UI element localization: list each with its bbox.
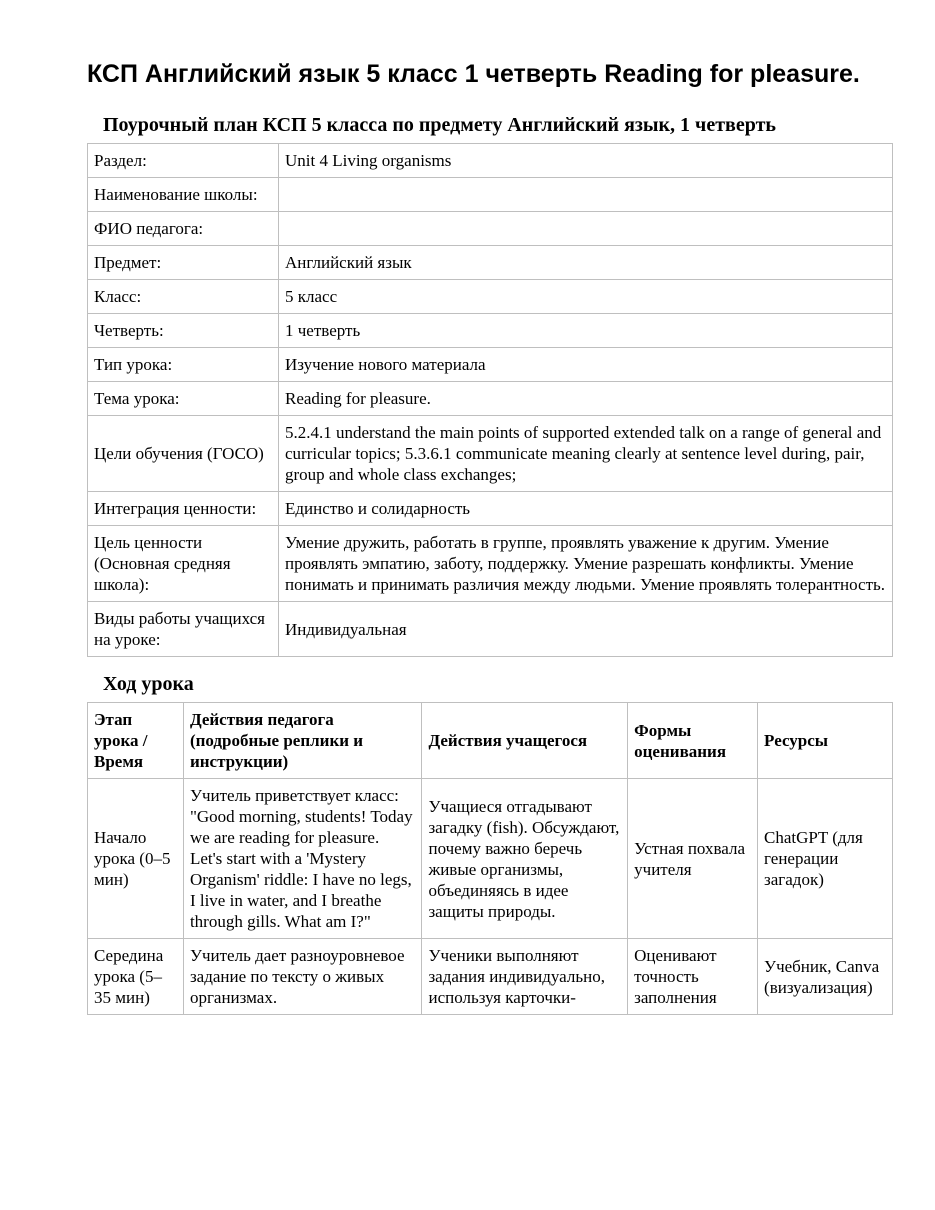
info-label: Цели обучения (ГОСО) <box>88 416 279 492</box>
plan-heading: Поурочный план КСП 5 класса по предмету Английский язык, 1 четверть <box>103 114 776 136</box>
progress-heading: Ход урока <box>103 673 194 695</box>
info-label: Предмет: <box>88 246 279 280</box>
info-value: Изучение нового материала <box>279 348 893 382</box>
lesson-resources: Учебник, Canva (визуализация) <box>758 939 893 1015</box>
header-teacher-actions: Действия педагога (подробные реплики и инструкции) <box>183 703 422 779</box>
header-student-actions: Действия учащегося <box>422 703 628 779</box>
info-label: Класс: <box>88 280 279 314</box>
info-value: Reading for pleasure. <box>279 382 893 416</box>
lesson-stage: Середина урока (5–35 мин) <box>88 939 184 1015</box>
lesson-assessment: Оценивают точность заполнения <box>628 939 758 1015</box>
info-value: 1 четверть <box>279 314 893 348</box>
lesson-teacher-actions: Учитель дает разноуровневое задание по тексту о живых организмах. <box>183 939 422 1015</box>
info-label: Виды работы учащихся на уроке: <box>88 602 279 657</box>
info-row <box>88 280 893 314</box>
lesson-student-actions: Ученики выполняют задания индивидуально, используя карточки- <box>422 939 628 1015</box>
info-value: 5.2.4.1 understand the main points of supported extended talk on a range of general and curricular topics; 5.3.6.1 communicate meaning clearly at sentence level during, pair, group and whole class exchanges; <box>279 416 893 492</box>
info-row <box>88 144 893 178</box>
info-label: Тип урока: <box>88 348 279 382</box>
info-value <box>279 212 893 246</box>
info-label: ФИО педагога: <box>88 212 279 246</box>
lesson-teacher-actions: Учитель приветствует класс: "Good morning, students! Today we are reading for pleasure. Let's start with a 'Mystery Organism' riddle: I have no legs, I live in water, and I breathe through gills. What am I?" <box>183 779 422 939</box>
lesson-info-table <box>87 143 893 657</box>
info-value: Английский язык <box>279 246 893 280</box>
info-row <box>88 178 893 212</box>
info-row <box>88 382 893 416</box>
info-label: Тема урока: <box>88 382 279 416</box>
info-label: Интеграция ценности: <box>88 492 279 526</box>
info-row <box>88 212 893 246</box>
info-label: Цель ценности (Основная средняя школа): <box>88 526 279 602</box>
info-row <box>88 416 893 492</box>
info-label: Четверть: <box>88 314 279 348</box>
info-row <box>88 348 893 382</box>
info-value: Единство и солидарность <box>279 492 893 526</box>
info-value: 5 класс <box>279 280 893 314</box>
header-stage: Этап урока / Время <box>88 703 184 779</box>
header-resources: Ресурсы <box>758 703 893 779</box>
info-row <box>88 246 893 280</box>
lesson-student-actions: Учащиеся отгадывают загадку (fish). Обсуждают, почему важно беречь живые организмы, объединяясь в идее защиты природы. <box>422 779 628 939</box>
info-row <box>88 526 893 602</box>
info-value: Умение дружить, работать в группе, проявлять уважение к другим. Умение проявлять эмпатию, заботу, поддержку. Умение разрешать конфликты. Умение понимать и принимать различия между людьми. Умение проявлять толерантность. <box>279 526 893 602</box>
document-page <box>87 58 893 1015</box>
info-row <box>88 492 893 526</box>
lesson-resources: ChatGPT (для генерации загадок) <box>758 779 893 939</box>
lesson-stage: Начало урока (0–5 мин) <box>88 779 184 939</box>
lesson-row <box>88 779 893 939</box>
lesson-header-row <box>88 703 893 779</box>
document-title: КСП Английский язык 5 класс 1 четверть Reading for pleasure. <box>87 60 860 88</box>
info-value: Индивидуальная <box>279 602 893 657</box>
lesson-progress-table <box>87 702 893 1015</box>
info-value: Unit 4 Living organisms <box>279 144 893 178</box>
info-label: Наименование школы: <box>88 178 279 212</box>
lesson-assessment: Устная похвала учителя <box>628 779 758 939</box>
info-row <box>88 314 893 348</box>
info-value <box>279 178 893 212</box>
info-label: Раздел: <box>88 144 279 178</box>
lesson-row <box>88 939 893 1015</box>
header-assessment: Формы оценивания <box>628 703 758 779</box>
info-row <box>88 602 893 657</box>
